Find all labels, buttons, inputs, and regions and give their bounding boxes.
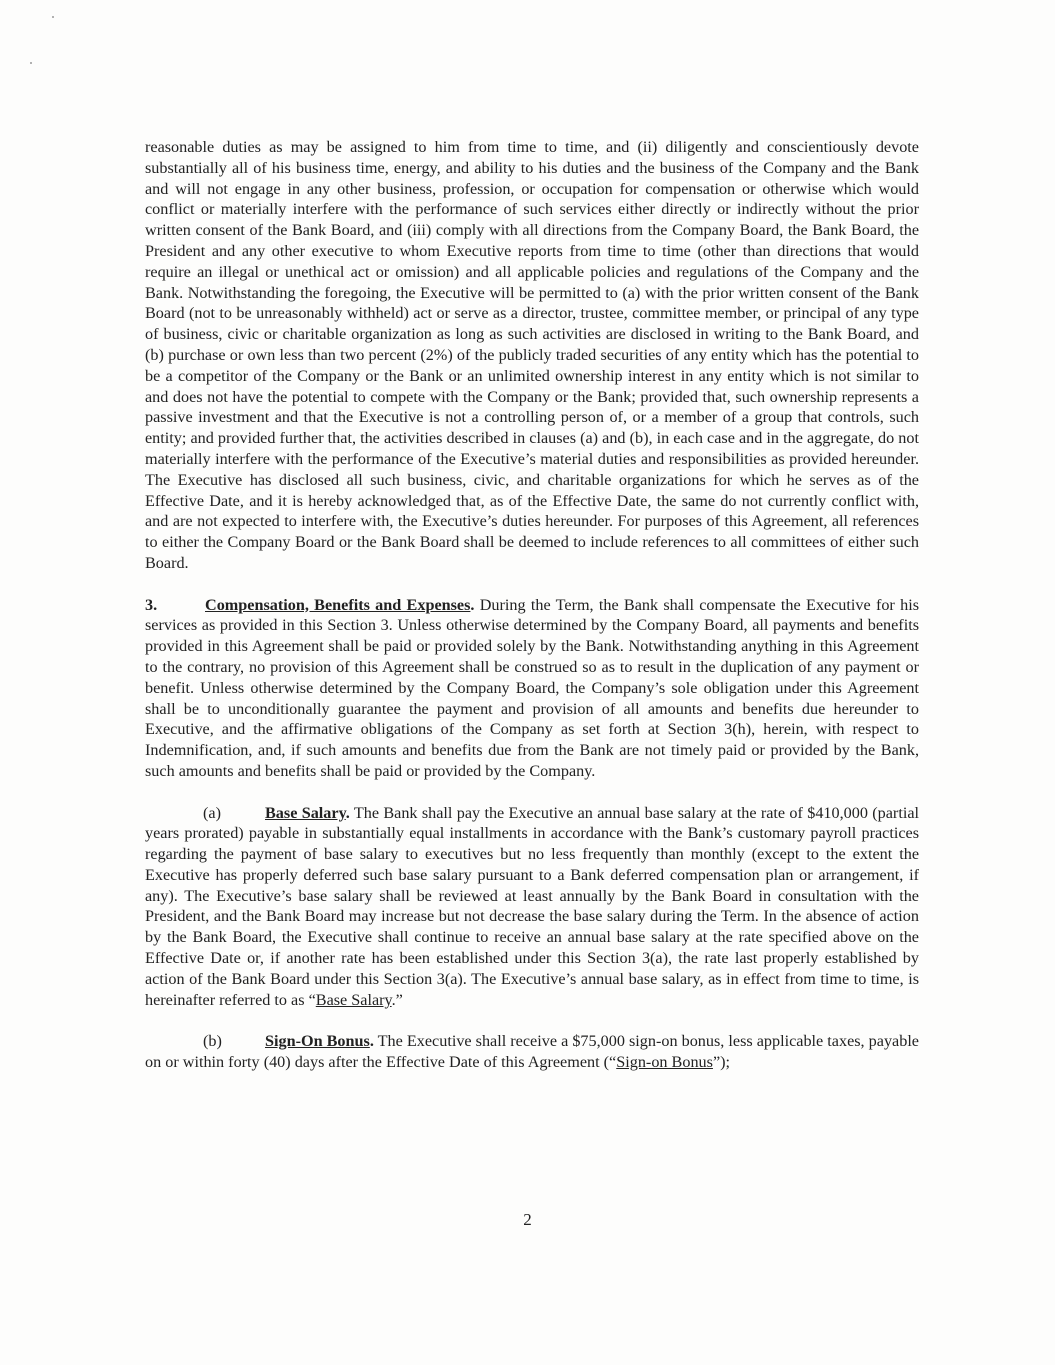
section-3 [145,595,919,782]
page-number: 2 [523,1210,532,1229]
section-body: During the Term, the Bank shall compensate the Executive for his services as provided in this Section 3. Unless otherwise determined by the Company Board, all payments and benefits provided in this Agreement shall be paid or provided solely by the Bank. Notwithstanding anything in this Agreement to the contrary, no provision of this Agreement shall be construed so as to result in the duplication of any payment or benefit. Unless otherwise determined by the Company Board, the Company’s sole obligation under this Agreement shall be to unconditionally guarantee the payment and provision of all amounts and benefits due hereunder to Executive, and the affirmative obligations of the Company as set forth at Section 3(h), herein, with respect to Indemnification, and, if such amounts and benefits due from the Bank are not timely paid or provided by the Bank, such amounts and benefits shall be paid or provided by the Company. [145,595,919,780]
subsection-label: (b) [203,1032,222,1051]
section-title-period: . [470,595,475,614]
subsection-title-period: . [369,1032,374,1051]
subsection-title: Sign-On Bonus [265,1032,370,1051]
defined-term: Sign-on Bonus [616,1053,713,1072]
paragraph-duties: reasonable duties as may be assigned to him from time to time, and (ii) diligently and conscientiously devote substantially all of his business time, energy, and ability to his duties and the business of the Company and the Bank and will not engage in any other business, profession, or occupation for compensation or otherwise which would conflict or materially interfere with the performance of such services either directly or indirectly without the prior written consent of the Bank Board, and (iii) comply with all directions from the Company Board, the Bank Board, the President and any other executive to whom Executive reports from time to time (other than directions that would require an illegal or unethical act or omission) and all applicable policies and regulations of the Company and the Bank. Notwithstanding the foregoing, the Executive will be permitted to (a) with the prior written consent of the Bank Board (not to be unreasonably withheld) act or serve as a director, trustee, committee member, or principal of any type of business, civic or charitable organization as long as such activities are disclosed in writing to the Bank Board, and (b) purchase or own less than two percent (2%) of the publicly traded securities of any entity which has the potential to be a competitor of the Company or the Bank or an unlimited ownership interest in any entity which is not similar to and does not have the potential to compete with the Company or the Bank; provided that, such ownership represents a passive investment and that the Executive is not a controlling person of, or a member of a group that controls, such entity; and provided further that, the activities described in clauses (a) and (b), in each case and in the aggregate, do not materially interfere with the performance of the Executive’s material duties and responsibilities as provided hereunder. The Executive has disclosed all such business, civic, and charitable organizations for which he serves as of the Effective Date, and it is hereby acknowledged that, as of the Effective Date, the same do not currently conflict with, and are not expected to interfere with, the Executive’s duties hereunder. For purposes of this Agreement, all references to either the Company Board or the Bank Board shall be deemed to include references to all committees of either such Board. [145,138,919,572]
subsection-label: (a) [203,803,221,822]
scan-speck [52,16,54,18]
section-title: Compensation, Benefits and Expenses [205,595,471,614]
subsection-b [145,1031,919,1073]
subsection-a [145,803,919,1011]
scan-speck [30,62,32,64]
defined-term: Base Salary [315,990,392,1009]
subsection-body: The Executive shall receive a $75,000 sign-on bonus, less applicable taxes, payable on or within forty (40) days after the Effective Date of this Agreement (“ [145,1032,919,1072]
subsection-title: Base Salary [265,803,346,822]
section-number: 3. [145,595,158,614]
subsection-body: The Bank shall pay the Executive an annual base salary at the rate of $410,000 (partial years prorated) payable in substantially equal installments in accordance with the Bank’s customary payroll practices regarding the payment of base salary to executives but no less frequently than monthly (except to the extent the Executive has properly deferred such base salary pursuant to a Bank deferred compensation plan or arrangement, if any). The Executive’s base salary shall be reviewed at least annually by the Bank Board in consultation with the President, and the Bank Board may increase but not decrease the base salary during the Term. In the absence of action by the Bank Board, the Executive shall continue to receive an annual base salary at the rate specified above on the Effective Date or, if another rate has been established under this Section 3(a), the rate last properly established by action of the Bank Board under this Section 3(a). The Executive’s annual base salary, as in effect from time to time, is hereinafter referred to as “ [145,803,919,1009]
subsection-title-period: . [345,803,350,822]
subsection-tail: ”); [712,1053,731,1072]
document-page [145,137,919,1094]
subsection-tail: .” [391,990,403,1009]
